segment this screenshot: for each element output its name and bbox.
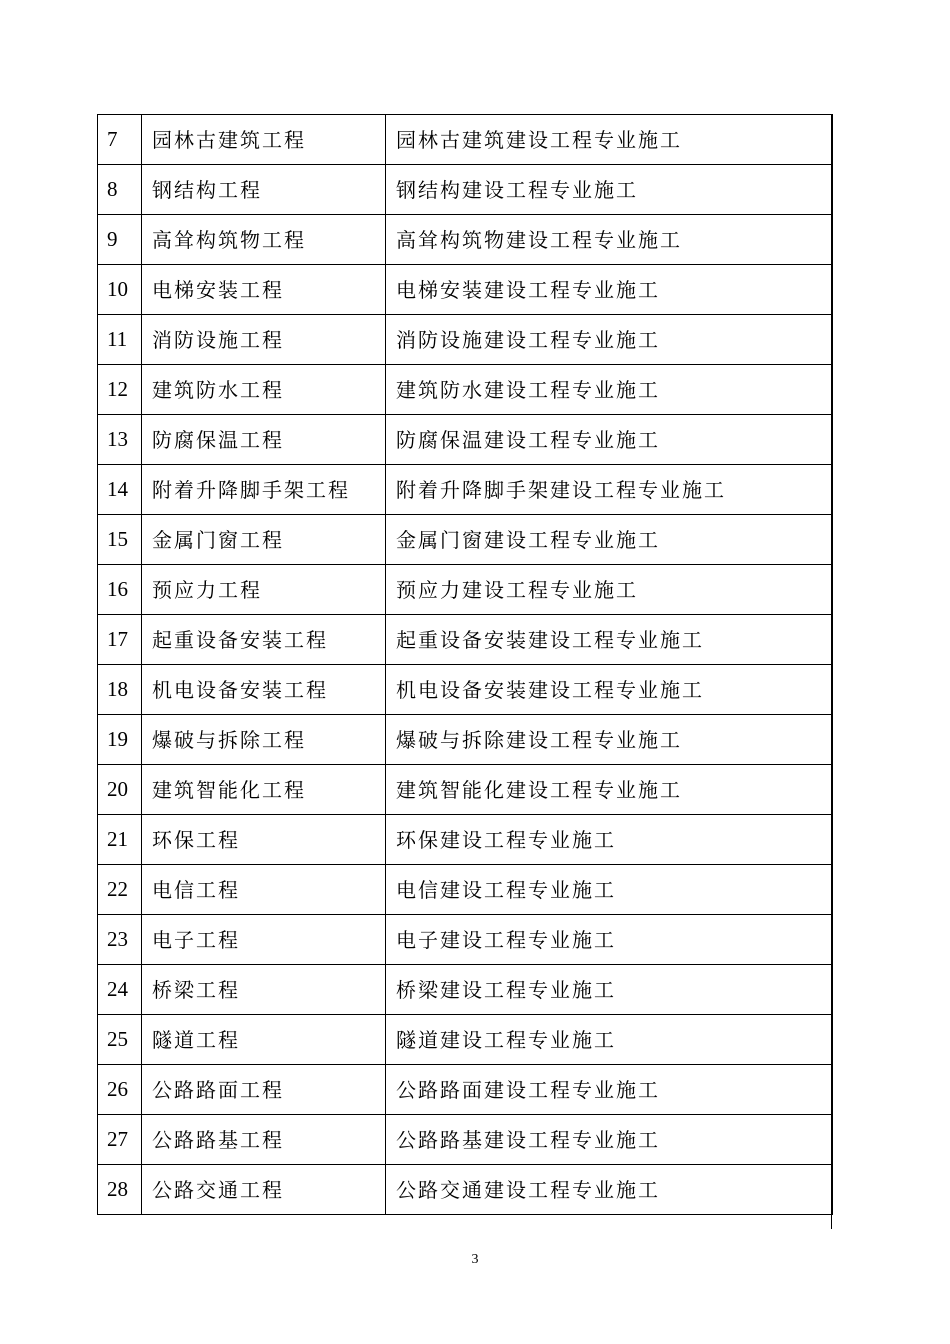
table-row (98, 265, 833, 315)
row-number: 16 (98, 565, 142, 615)
table-row (98, 1015, 833, 1065)
table-row (98, 465, 833, 515)
table-row (98, 615, 833, 665)
row-number: 28 (98, 1165, 142, 1215)
table-row (98, 165, 833, 215)
category-cell: 公路交通工程 (142, 1165, 386, 1215)
row-number: 15 (98, 515, 142, 565)
scope-cell: 机电设备安装建设工程专业施工 (386, 665, 833, 715)
category-cell: 爆破与拆除工程 (142, 715, 386, 765)
table-row (98, 915, 833, 965)
scope-cell: 附着升降脚手架建设工程专业施工 (386, 465, 833, 515)
table-row (98, 315, 833, 365)
table-right-edge (831, 114, 832, 1229)
category-cell: 高耸构筑物工程 (142, 215, 386, 265)
table-row (98, 115, 833, 165)
category-cell: 桥梁工程 (142, 965, 386, 1015)
table-row (98, 815, 833, 865)
category-cell: 公路路基工程 (142, 1115, 386, 1165)
table-row (98, 865, 833, 915)
table-row (98, 965, 833, 1015)
category-cell: 机电设备安装工程 (142, 665, 386, 715)
category-cell: 钢结构工程 (142, 165, 386, 215)
row-number: 23 (98, 915, 142, 965)
scope-cell: 公路路面建设工程专业施工 (386, 1065, 833, 1115)
row-number: 26 (98, 1065, 142, 1115)
page-number: 3 (471, 1252, 479, 1267)
category-cell: 园林古建筑工程 (142, 115, 386, 165)
row-number: 9 (98, 215, 142, 265)
row-number: 7 (98, 115, 142, 165)
scope-cell: 消防设施建设工程专业施工 (386, 315, 833, 365)
category-cell: 附着升降脚手架工程 (142, 465, 386, 515)
table-row (98, 565, 833, 615)
category-cell: 环保工程 (142, 815, 386, 865)
row-number: 13 (98, 415, 142, 465)
scope-cell: 环保建设工程专业施工 (386, 815, 833, 865)
category-cell: 电信工程 (142, 865, 386, 915)
scope-cell: 预应力建设工程专业施工 (386, 565, 833, 615)
scope-cell: 桥梁建设工程专业施工 (386, 965, 833, 1015)
category-cell: 消防设施工程 (142, 315, 386, 365)
row-number: 14 (98, 465, 142, 515)
table-body (98, 115, 833, 1215)
row-number: 18 (98, 665, 142, 715)
category-cell: 防腐保温工程 (142, 415, 386, 465)
category-cell: 隧道工程 (142, 1015, 386, 1065)
table-row (98, 665, 833, 715)
table-row (98, 715, 833, 765)
table-row (98, 515, 833, 565)
scope-cell: 电信建设工程专业施工 (386, 865, 833, 915)
category-cell: 建筑防水工程 (142, 365, 386, 415)
row-number: 27 (98, 1115, 142, 1165)
row-number: 22 (98, 865, 142, 915)
row-number: 12 (98, 365, 142, 415)
category-cell: 电子工程 (142, 915, 386, 965)
scope-cell: 建筑智能化建设工程专业施工 (386, 765, 833, 815)
scope-cell: 高耸构筑物建设工程专业施工 (386, 215, 833, 265)
scope-cell: 公路交通建设工程专业施工 (386, 1165, 833, 1215)
category-cell: 建筑智能化工程 (142, 765, 386, 815)
category-cell: 起重设备安装工程 (142, 615, 386, 665)
scope-cell: 公路路基建设工程专业施工 (386, 1115, 833, 1165)
table-row (98, 765, 833, 815)
category-cell: 金属门窗工程 (142, 515, 386, 565)
row-number: 25 (98, 1015, 142, 1065)
table-row (98, 215, 833, 265)
scope-cell: 电梯安装建设工程专业施工 (386, 265, 833, 315)
scope-cell: 起重设备安装建设工程专业施工 (386, 615, 833, 665)
table-row (98, 365, 833, 415)
row-number: 10 (98, 265, 142, 315)
table-row (98, 1165, 833, 1215)
row-number: 8 (98, 165, 142, 215)
scope-cell: 建筑防水建设工程专业施工 (386, 365, 833, 415)
scope-cell: 电子建设工程专业施工 (386, 915, 833, 965)
qualification-table (97, 114, 833, 1215)
scope-cell: 爆破与拆除建设工程专业施工 (386, 715, 833, 765)
category-cell: 预应力工程 (142, 565, 386, 615)
scope-cell: 园林古建筑建设工程专业施工 (386, 115, 833, 165)
row-number: 21 (98, 815, 142, 865)
scope-cell: 防腐保温建设工程专业施工 (386, 415, 833, 465)
row-number: 11 (98, 315, 142, 365)
table-row (98, 1115, 833, 1165)
table-row (98, 1065, 833, 1115)
table-row (98, 415, 833, 465)
row-number: 17 (98, 615, 142, 665)
row-number: 20 (98, 765, 142, 815)
row-number: 19 (98, 715, 142, 765)
row-number: 24 (98, 965, 142, 1015)
category-cell: 公路路面工程 (142, 1065, 386, 1115)
scope-cell: 钢结构建设工程专业施工 (386, 165, 833, 215)
category-cell: 电梯安装工程 (142, 265, 386, 315)
scope-cell: 隧道建设工程专业施工 (386, 1015, 833, 1065)
scope-cell: 金属门窗建设工程专业施工 (386, 515, 833, 565)
